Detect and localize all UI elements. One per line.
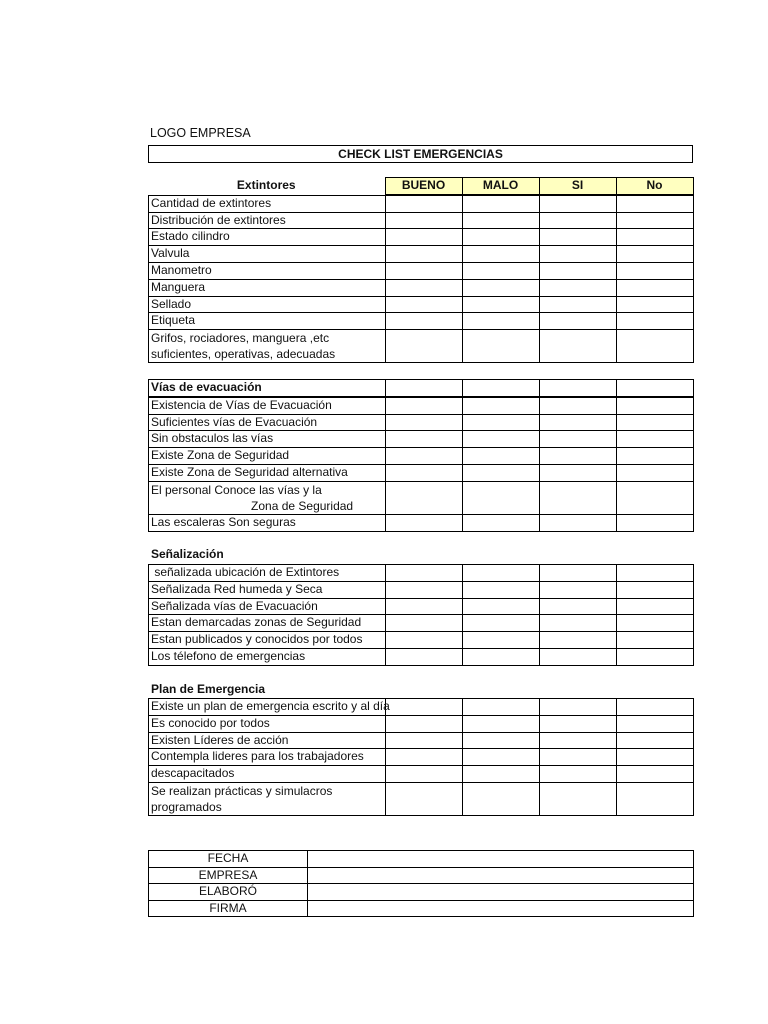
check-cell[interactable]: [617, 246, 694, 263]
check-cell[interactable]: [540, 481, 617, 514]
row-label: Suficientes vías de Evacuación: [149, 414, 386, 431]
check-cell[interactable]: [386, 414, 463, 431]
check-cell[interactable]: [386, 279, 463, 296]
plan-table: [148, 698, 694, 816]
check-cell[interactable]: [540, 380, 617, 397]
check-cell[interactable]: [617, 615, 694, 632]
check-cell[interactable]: [617, 581, 694, 598]
check-cell[interactable]: [463, 296, 540, 313]
row-label: Contempla lideres para los trabajadores: [149, 749, 386, 766]
check-cell[interactable]: [540, 464, 617, 481]
table-row: [149, 296, 694, 313]
table-row: [149, 581, 694, 598]
check-cell[interactable]: [386, 330, 463, 363]
table-row: [149, 195, 694, 212]
check-cell[interactable]: [540, 632, 617, 649]
info-label: FECHA: [149, 851, 308, 868]
check-cell[interactable]: [386, 380, 463, 397]
col-header-si: SI: [539, 178, 616, 195]
row-label: descapacitados: [149, 766, 386, 783]
table-row: [149, 766, 694, 783]
table-row: [149, 749, 694, 766]
check-cell[interactable]: [540, 732, 617, 749]
table-row: [149, 565, 694, 582]
check-cell[interactable]: [540, 615, 617, 632]
check-cell[interactable]: [386, 195, 463, 212]
table-row: [149, 615, 694, 632]
info-value-field[interactable]: [308, 884, 694, 901]
check-cell[interactable]: [463, 330, 540, 363]
check-cell[interactable]: [386, 514, 463, 531]
check-cell[interactable]: [463, 715, 540, 732]
check-cell[interactable]: [617, 431, 694, 448]
check-cell[interactable]: [540, 313, 617, 330]
check-cell[interactable]: [540, 229, 617, 246]
check-cell[interactable]: [463, 448, 540, 465]
section-title: Extintores: [236, 177, 296, 192]
section-title: Señalización: [151, 547, 224, 561]
section-evacuacion: [148, 379, 693, 532]
info-label: FIRMA: [149, 900, 308, 917]
check-cell[interactable]: [540, 262, 617, 279]
section-senalizacion: [148, 564, 693, 666]
check-cell[interactable]: [386, 648, 463, 665]
check-cell[interactable]: [540, 296, 617, 313]
check-cell[interactable]: [617, 397, 694, 414]
row-label: Sellado: [149, 296, 386, 313]
check-cell[interactable]: [386, 296, 463, 313]
check-cell[interactable]: [386, 246, 463, 263]
table-row: [149, 514, 694, 531]
check-cell[interactable]: [617, 749, 694, 766]
table-row: [149, 699, 694, 716]
row-label: Manguera: [149, 279, 386, 296]
row-label: Las escaleras Son seguras: [149, 514, 386, 531]
table-row: [149, 246, 694, 263]
check-cell[interactable]: [540, 766, 617, 783]
row-label: Manometro: [149, 262, 386, 279]
info-label: EMPRESA: [149, 867, 308, 884]
check-cell[interactable]: [386, 749, 463, 766]
check-cell[interactable]: [463, 195, 540, 212]
check-cell[interactable]: [386, 615, 463, 632]
check-cell[interactable]: [540, 195, 617, 212]
check-cell[interactable]: [540, 330, 617, 363]
row-label: Estado cilindro: [149, 229, 386, 246]
check-cell[interactable]: [617, 448, 694, 465]
check-cell[interactable]: [386, 766, 463, 783]
check-cell[interactable]: [617, 565, 694, 582]
check-cell[interactable]: [617, 782, 694, 815]
row-label: Cantidad de extintores: [149, 195, 386, 212]
check-cell[interactable]: [463, 732, 540, 749]
check-cell[interactable]: [463, 464, 540, 481]
section-plan: [148, 698, 693, 816]
row-label: Es conocido por todos: [149, 715, 386, 732]
info-row: [149, 884, 694, 901]
check-cell[interactable]: [463, 581, 540, 598]
check-cell[interactable]: [540, 581, 617, 598]
info-label: ELABORÓ: [149, 884, 308, 901]
check-cell[interactable]: [463, 615, 540, 632]
check-cell[interactable]: [386, 397, 463, 414]
check-cell[interactable]: [617, 648, 694, 665]
row-label: Existen Líderes de acción: [149, 732, 386, 749]
row-label: Sin obstaculos las vías: [149, 431, 386, 448]
check-cell[interactable]: [463, 279, 540, 296]
info-value-field[interactable]: [308, 900, 694, 917]
check-cell[interactable]: [386, 581, 463, 598]
check-cell[interactable]: [386, 448, 463, 465]
check-cell[interactable]: [386, 481, 463, 514]
check-cell[interactable]: [386, 464, 463, 481]
table-row: [149, 481, 694, 514]
row-label: Etiqueta: [149, 313, 386, 330]
check-cell[interactable]: [463, 632, 540, 649]
check-cell[interactable]: [540, 565, 617, 582]
table-row: [149, 262, 694, 279]
check-cell[interactable]: [386, 313, 463, 330]
table-row: [149, 431, 694, 448]
check-cell[interactable]: [617, 766, 694, 783]
check-cell[interactable]: [540, 448, 617, 465]
check-cell[interactable]: [463, 749, 540, 766]
check-cell[interactable]: [463, 313, 540, 330]
table-row: [149, 330, 694, 363]
check-cell[interactable]: [386, 715, 463, 732]
table-row: [149, 732, 694, 749]
check-cell[interactable]: [617, 414, 694, 431]
check-cell[interactable]: [463, 397, 540, 414]
check-cell[interactable]: [540, 431, 617, 448]
table-row: [149, 229, 694, 246]
check-cell[interactable]: [463, 212, 540, 229]
check-cell[interactable]: [463, 481, 540, 514]
check-cell[interactable]: [617, 514, 694, 531]
check-cell[interactable]: [386, 565, 463, 582]
check-cell[interactable]: [617, 195, 694, 212]
check-cell[interactable]: [463, 648, 540, 665]
check-cell[interactable]: [617, 481, 694, 514]
info-row: [149, 851, 694, 868]
row-label: Valvula: [149, 246, 386, 263]
check-cell[interactable]: [463, 782, 540, 815]
check-cell[interactable]: [540, 648, 617, 665]
check-cell[interactable]: [463, 598, 540, 615]
check-cell[interactable]: [540, 598, 617, 615]
check-cell[interactable]: [617, 262, 694, 279]
check-cell[interactable]: [540, 715, 617, 732]
check-cell[interactable]: [617, 330, 694, 363]
senalizacion-table: [148, 564, 694, 666]
check-cell[interactable]: [386, 632, 463, 649]
row-label: Grifos, rociadores, manguera ,etc suficientes, operativas, adecuadas: [149, 330, 386, 363]
table-row: [149, 212, 694, 229]
col-header-no: No: [616, 178, 693, 195]
logo-text: LOGO EMPRESA: [150, 126, 251, 140]
check-cell[interactable]: [463, 246, 540, 263]
row-label: Estan publicados y conocidos por todos: [149, 632, 386, 649]
info-row: [149, 867, 694, 884]
check-cell[interactable]: [617, 313, 694, 330]
table-row: [149, 397, 694, 414]
page-title: CHECK LIST EMERGENCIAS: [148, 145, 693, 163]
table-row: [149, 414, 694, 431]
check-cell[interactable]: [540, 246, 617, 263]
check-cell[interactable]: [617, 732, 694, 749]
row-label: Estan demarcadas zonas de Seguridad: [149, 615, 386, 632]
table-row: [149, 648, 694, 665]
check-cell[interactable]: [386, 732, 463, 749]
check-cell[interactable]: [540, 782, 617, 815]
check-cell[interactable]: [617, 699, 694, 716]
check-cell[interactable]: [540, 514, 617, 531]
info-value-field[interactable]: [308, 867, 694, 884]
col-header-malo: MALO: [462, 178, 539, 195]
table-row: [149, 632, 694, 649]
check-cell[interactable]: [617, 212, 694, 229]
section-title: Plan de Emergencia: [151, 682, 266, 696]
row-label: señalizada ubicación de Extintores: [149, 565, 386, 582]
extintores-table: [148, 195, 694, 363]
check-cell[interactable]: [463, 699, 540, 716]
section-extintores: [148, 177, 693, 363]
check-cell[interactable]: [386, 431, 463, 448]
check-cell[interactable]: [463, 414, 540, 431]
row-label: Existe un plan de emergencia escrito y al día: [149, 699, 386, 716]
check-cell[interactable]: [617, 464, 694, 481]
check-cell[interactable]: [617, 715, 694, 732]
table-row: [149, 598, 694, 615]
check-cell[interactable]: [463, 565, 540, 582]
row-label: Distribución de extintores: [149, 212, 386, 229]
check-cell[interactable]: [463, 766, 540, 783]
table-row: [149, 715, 694, 732]
section-title: Vías de evacuación: [149, 380, 386, 397]
row-label: Señalizada vías de Evacuación: [149, 598, 386, 615]
evacuacion-table: [148, 397, 694, 532]
check-cell[interactable]: [617, 632, 694, 649]
check-cell[interactable]: [540, 212, 617, 229]
check-cell[interactable]: [386, 212, 463, 229]
check-cell[interactable]: [386, 262, 463, 279]
info-table: [148, 850, 693, 917]
check-cell[interactable]: [540, 749, 617, 766]
row-label: Señalizada Red humeda y Seca: [149, 581, 386, 598]
check-cell[interactable]: [617, 380, 694, 397]
table-row: [149, 279, 694, 296]
check-cell[interactable]: [540, 279, 617, 296]
check-cell[interactable]: [617, 598, 694, 615]
check-cell[interactable]: [463, 514, 540, 531]
check-cell[interactable]: [386, 699, 463, 716]
check-cell[interactable]: [617, 296, 694, 313]
info-value-field[interactable]: [308, 851, 694, 868]
check-cell[interactable]: [617, 279, 694, 296]
row-label: Existencia de Vías de Evacuación: [149, 397, 386, 414]
info-row: [149, 900, 694, 917]
check-cell[interactable]: [540, 414, 617, 431]
check-cell[interactable]: [540, 699, 617, 716]
check-cell[interactable]: [463, 380, 540, 397]
row-label: Existe Zona de Seguridad alternativa: [149, 464, 386, 481]
check-cell[interactable]: [617, 229, 694, 246]
col-header-bueno: BUENO: [385, 178, 462, 195]
row-label: Existe Zona de Seguridad: [149, 448, 386, 465]
check-cell[interactable]: [386, 598, 463, 615]
table-row: [149, 464, 694, 481]
check-cell[interactable]: [540, 397, 617, 414]
check-cell[interactable]: [386, 229, 463, 246]
check-cell[interactable]: [463, 431, 540, 448]
table-row: [149, 782, 694, 815]
check-cell[interactable]: [463, 262, 540, 279]
check-cell[interactable]: [386, 782, 463, 815]
row-label: Se realizan prácticas y simulacros programados: [149, 782, 386, 815]
table-row: [149, 448, 694, 465]
check-cell[interactable]: [463, 229, 540, 246]
row-label: Los télefono de emergencias: [149, 648, 386, 665]
row-label: El personal Conoce las vías y la Zona de Seguridad: [149, 481, 386, 514]
table-row: [149, 313, 694, 330]
